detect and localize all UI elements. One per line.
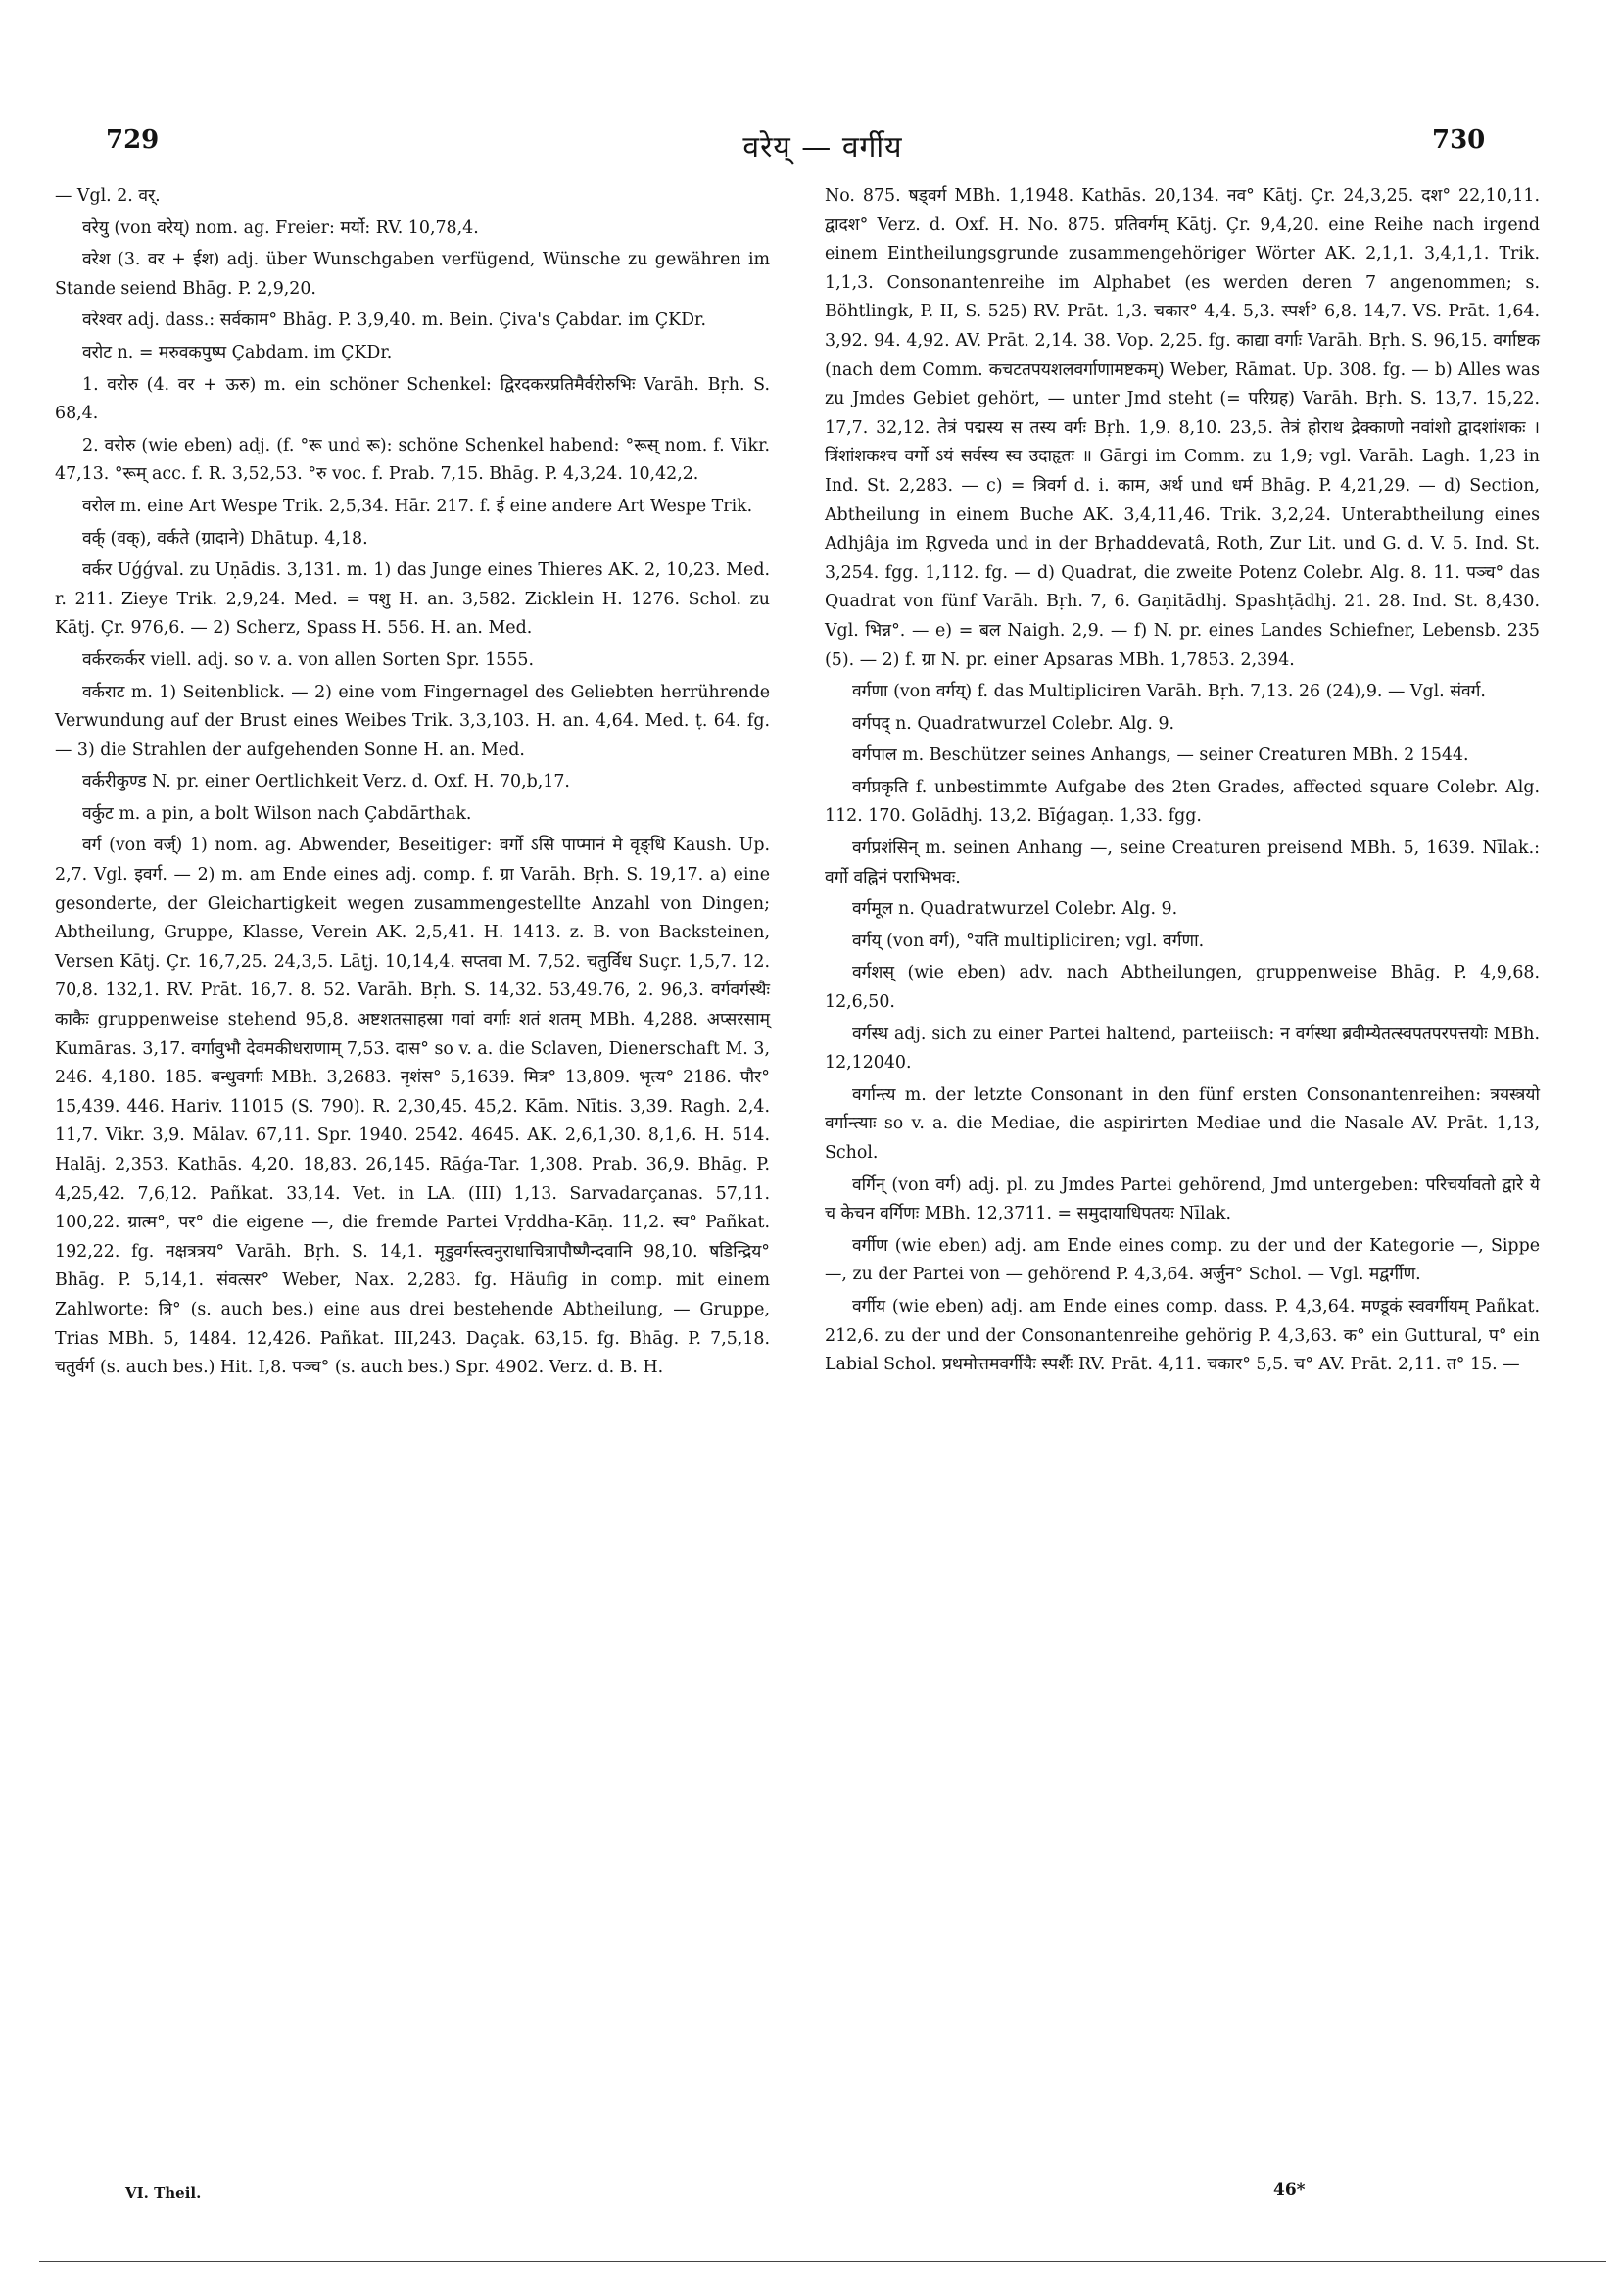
dictionary-entry: वर्कर Uǵǵval. zu Uṇādis. 3,131. m. 1) das Junge eines Thieres AK. 2, 10,23. Med. r. 211. Zieye Trik. 2,9,24. Med. = पशु H. an. 3,582. Zicklein H. 1276. Schol. zu Kātj. Çr. 976,6. — 2) Scherz, Spass H. 556. H. an. Med. [55,560,770,639]
signature-mark: 46* [1273,2180,1306,2200]
dictionary-entry: वरोल m. eine Art Wespe Trik. 2,5,34. Hār. 217. f. ई eine andere Art Wespe Trik. [82,496,753,516]
dictionary-entry: No. 875. षड्वर्ग MBh. 1,1948. Kathās. 20,134. नव° Kātj. Çr. 24,3,25. दश° 22,10,11. द्वादश° Verz. d. Oxf. H. No. 875. प्रतिवर्गम् Kātj. Çr. 9,4,20. eine Reihe nach irgend einem Eintheilungsgrunde zusammengehöriger Wörter AK. 2,1,1. 3,4,1,1. Trik. 1,1,3. Consonantenreihe im Alphabet (es werden deren 7 angenommen; s. Böhtlingk, P. II, S. 525) RV. Prāt. 1,3. चकार° 4,4. 5,3. स्पर्श° 6,8. 14,7. VS. Prāt. 1,64. 3,92. 94. 4,92. AV. Prāt. 2,14. 38. Vop. 2,25. fg. काद्या वर्गाः Varāh. Bṛh. S. 96,15. वर्गाष्टक (nach dem Comm. कचटतपयशलवर्गाणामष्टकम्) Weber, Rāmat. Up. 308. fg. — b) Alles was zu Jmdes Gebiet gehört, — unter Jmd steht (= परिग्रह) Varāh. Bṛh. S. 13,7. 15,22. 17,7. 32,12. तेत्रं पद्मस्य स तस्य वर्गः Bṛh. 1,9. 8,10. 23,5. तेत्रं होराथ द्रेक्काणो नवांशो द्वादशांशकः । त्रिंशांशकश्च वर्गो ऽयं सर्वस्य स्व उदाहृतः ॥ Gārgi im Comm. zu 1,9; vgl. Varāh. Lagh. 1,23 in Ind. St. 2,283. — c) = त्रिवर्ग d. i. काम, अर्थ und धर्म Bhāg. P. 4,21,29. — d) Section, Abtheilung in einem Buche AK. 3,4,11,46. Trik. 3,2,24. Unterabtheilung eines Adhjâja im Ṛgveda und in der Bṛhaddevatâ, Roth, Zur Lit. und G. d. V. 5. Ind. St. 3,254. fgg. 1,112. fg. — d) Quadrat, die zweite Potenz Colebr. Alg. 8. 11. पञ्च° das Quadrat von fünf Varāh. Bṛh. 7, 6. Gaṇitādhj. Spashṭādhj. 21. 28. Ind. St. 8,430. Vgl. भिन्न°. — e) = बल Naigh. 2,9. — f) N. pr. eines Landes Schiefner, Lebensb. 235 (5). — 2) f. ग्रा N. pr. einer Apsaras MBh. 1,7853. 2,394. [825,186,1540,670]
dictionary-entry: वर्कराट m. 1) Seitenblick. — 2) eine vom Fingernagel des Geliebten herrührende Verwundung auf der Brust eines Weibes Trik. 3,3,103. H. an. 4,64. Med. ṭ. 64. fg. — 3) die Strahlen der aufgehenden Sonne H. an. Med. [55,682,770,760]
dictionary-entry: वर्कुट m. a pin, a bolt Wilson nach Çabdārthak. [82,803,472,824]
dictionary-entry: वर्गीण (wie eben) adj. am Ende eines comp. zu der und der Kategorie —, Sippe —, zu der Partei von — gehörend P. 4,3,64. अर्जुन° Schol. — Vgl. मद्वर्गीण. [825,1235,1540,1285]
dictionary-entry: वर्गस्थ adj. sich zu einer Partei haltend, parteiisch: न वर्गस्था ब्रवीम्येतत्स्वपतपरपत्तयोः MBh. 12,12040. [825,1024,1540,1074]
dictionary-entry: वर्गप्रशंसिन् m. seinen Anhang —, seine Creaturen preisend MBh. 5, 1639. Nīlak.: वर्गो वह्निनं पराभिभवः. [825,838,1540,887]
dictionary-entry: वर्गान्त्य m. der letzte Consonant in den fünf ersten Consonantenreihen: त्रयस्त्रयो वर्गान्त्याः so v. a. die Mediae, die aspirirten Mediae und die Nasale AV. Prāt. 1,13, Schol. [825,1084,1540,1163]
dictionary-entry: वर्गशस् (wie eben) adv. nach Abtheilungen, gruppenweise Bhāg. P. 4,9,68. 12,6,50. [825,963,1540,1013]
dictionary-entry: वर्ग (von वर्ज्) 1) nom. ag. Abwender, Beseitiger: वर्गो ऽसि पाप्मानं मे वृङ्धि Kaush. Up. 2,7. Vgl. इवर्ग. — 2) m. am Ende eines adj. comp. f. ग्रा Varāh. Bṛh. S. 19,17. a) eine gesonderte, der Gleichartigkeit wegen zusammengestellte Anzahl von Dingen; Abtheilung, Gruppe, Klasse, Verein AK. 2,5,41. H. 1413. z. B. von Backsteinen, Versen Kātj. Çr. 16,7,25. 24,3,5. Lāṭj. 10,14,4. सप्तवा M. 7,52. चतुर्विध Suçr. 1,5,7. 12. 70,8. 132,1. RV. Prāt. 16,7. 8. 52. Varāh. Bṛh. S. 14,32. 53,49.76, 2. 96,3. वर्गवर्गस्थैः काकैः gruppenweise stehend 95,8. अष्टशतसाहस्रा गवां वर्गाः शतं शतम् MBh. 4,288. अप्सरसाम् Kumāras. 3,17. वर्गावुभौ देवमकीधराणाम् 7,53. दास° so v. a. die Sclaven, Dienerschaft M. 3, 246. 4,180. 185. बन्धुवर्गाः MBh. 3,2683. नृशंस° 5,1639. मित्र° 13,809. भृत्य° 2186. पौर° 15,439. 446. Hariv. 11015 (S. 790). R. 2,30,45. 45,2. Kām. Nītis. 3,39. Ragh. 2,4. 11,7. Vikr. 3,9. Mālav. 67,11. Spr. 1940. 2542. 4645. AK. 2,6,1,30. 8,1,6. H. 514. Halāj. 2,353. Kathās. 4,20. 18,83. 26,145. Rāǵa-Tar. 1,308. Prab. 36,9. Bhāg. P. 4,25,42. 7,6,12. Pañkat. 33,14. Vet. in LA. (III) 1,13. Sarvadarçanas. 57,11. 100,22. ग्रात्म°, पर° die eigene —, die fremde Partei Vṛddha-Kāṇ. 11,2. स्व° Pañkat. 192,22. fg. नक्षत्रत्रय° Varāh. Bṛh. S. 14,1. मृडुवर्गस्त्वनुराधाचित्रापौष्णैन्दवानि 98,10. षडिन्द्रिय° Bhāg. P. 5,14,1. संवत्सर° Weber, Nax. 2,283. fg. Häufig in comp. mit einem Zahlworte: त्रि° (s. auch bes.) eine aus drei bestehende Abtheilung, — Gruppe, Trias MBh. 5, 1484. 12,426. Pañkat. III,243. Daçak. 63,15. fg. Bhāg. P. 7,5,18. चतुर्वर्ग (s. auch bes.) Hit. I,8. पञ्च° (s. auch bes.) Spr. 4902. Verz. d. B. H. [55,836,770,1378]
dictionary-entry: 2. वरोरु (wie eben) adj. (f. °रू und रू): schöne Schenkel habend: °रूस् nom. f. Vikr. 47,13. °रूम् acc. f. R. 3,52,53. °रु voc. f. Prab. 7,15. Bhāg. P. 4,3,24. 10,42,2. [55,435,770,485]
volume-note: VI. Theil. [125,2184,202,2202]
left-column [55,182,770,1386]
bottom-rule [39,2261,1606,2262]
dictionary-entry: वर्क् (वक्), वर्कते (ग्रादाने) Dhātup. 4,18. [82,528,368,549]
dictionary-entry: 1. वरोरु (4. वर + ऊरु) m. ein schöner Schenkel: द्विरदकरप्रतिमैर्वरोरुभिः Varāh. Bṛh. S. 68,4. [55,374,770,424]
page-number-right: 730 [1432,125,1486,155]
dictionary-entry: वर्करीकुण्ड N. pr. einer Oertlichkeit Verz. d. Oxf. H. 70,b,17. [82,772,570,792]
dictionary-entry: वर्गपाल m. Beschützer seines Anhangs, — seiner Creaturen MBh. 2 1544. [852,745,1469,766]
dictionary-entry: वर्गप्रकृति f. unbestimmte Aufgabe des 2ten Grades, affected square Colebr. Alg. 112. 170. Golādhj. 13,2. Bīǵagaṇ. 1,33. fgg. [825,777,1540,827]
dictionary-entry: वर्गमूल n. Quadratwurzel Colebr. Alg. 9. [852,899,1178,920]
dictionary-entry: वरेश (3. वर + ईश) adj. über Wunschgaben verfügend, Wünsche zu gewähren im Stande seiend Bhāg. P. 2,9,20. [55,250,770,299]
dictionary-entry: वर्गीय (wie eben) adj. am Ende eines comp. dass. P. 4,3,64. मण्डूकं स्ववर्गीयम् Pañkat. 212,6. zu der und der Consonantenreihe gehörig P. 4,3,63. क° ein Guttural, प° ein Labial Schol. प्रथमोत्तमवर्गीयैः स्पर्शैः RV. Prāt. 4,11. चकार° 5,5. च° AV. Prāt. 2,11. त° 15. — [825,1296,1540,1375]
dictionary-entry: वरेश्वर adj. dass.: सर्वकाम° Bhāg. P. 3,9,40. m. Bein. Çiva's Çabdar. im ÇKDr. [82,311,706,331]
running-headword: वरेय् — वर्गीय [742,130,903,165]
right-column [825,182,1540,1383]
dictionary-entry: वर्गिन् (von वर्ग) adj. pl. zu Jmdes Partei gehörend, Jmd untergeben: परिचर्यावतो द्वारे ये च केचन वर्गिणः MBh. 12,3711. = समुदायाधिपतयः Nīlak. [825,1174,1540,1224]
page-number-left: 729 [106,125,160,155]
dictionary-entry: वरोट n. = मरुवकपुष्प Çabdam. im ÇKDr. [82,342,393,362]
dictionary-entry: वर्गपद् n. Quadratwurzel Colebr. Alg. 9. [852,713,1175,734]
dictionary-entry: — Vgl. 2. वर्. [55,186,161,206]
dictionary-entry: वर्करकर्कर viell. adj. so v. a. von allen Sorten Spr. 1555. [82,649,534,670]
dictionary-entry: वर्गणा (von वर्गय्) f. das Multipliciren Varāh. Bṛh. 7,13. 26 (24),9. — Vgl. संवर्ग. [852,682,1486,702]
dictionary-entry: वरेयु (von वरेय्) nom. ag. Freier: मर्यो: RV. 10,78,4. [82,217,479,238]
dictionary-entry: वर्गय् (von वर्ग), °यति multipliciren; vgl. वर्गणा. [852,931,1205,951]
